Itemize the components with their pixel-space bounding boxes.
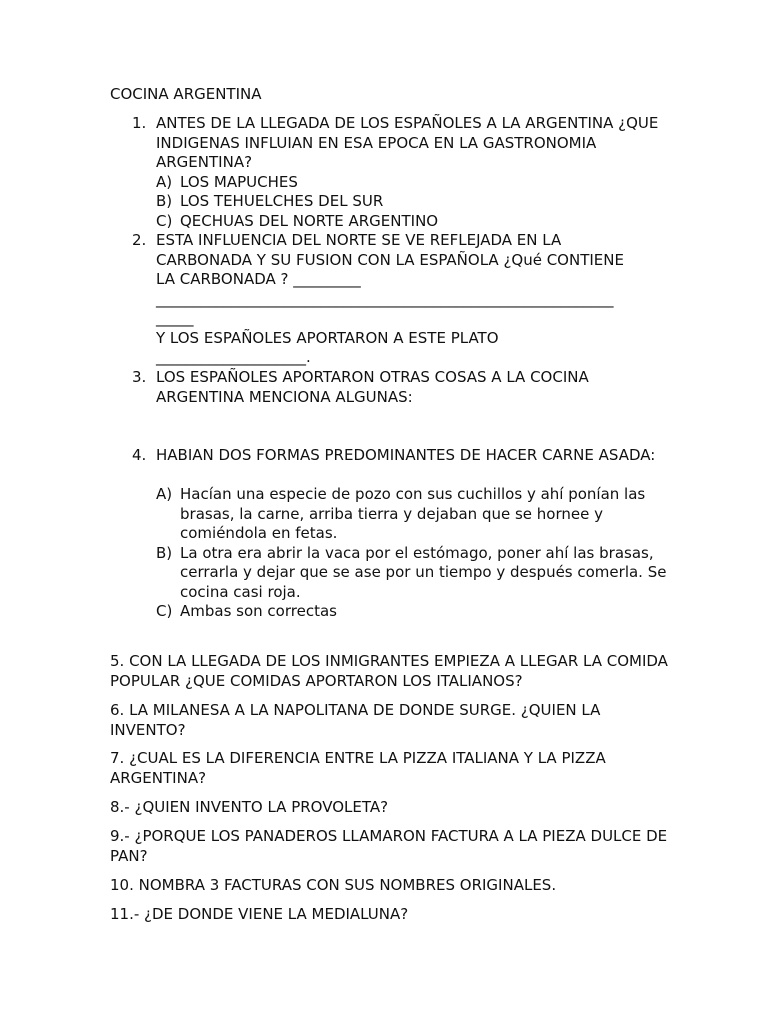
question-4 xyxy=(110,446,670,622)
option-letter: B) xyxy=(156,192,173,210)
question-text-line: ESTA INFLUENCIA DEL NORTE SE VE REFLEJADA EN LA xyxy=(156,231,562,249)
question-number: 3. xyxy=(132,368,147,386)
option-text: Hacían una especie de pozo con sus cuchillos y ahí ponían las brasas, la carne, arriba tierra y dejaban que se hornee y comiéndola en fetas. xyxy=(180,485,646,542)
question-6: 6. LA MILANESA A LA NAPOLITANA DE DONDE SURGE. ¿QUIEN LA INVENTO? xyxy=(110,701,601,739)
document-title: COCINA ARGENTINA xyxy=(110,85,262,103)
question-8: 8.- ¿QUIEN INVENTO LA PROVOLETA? xyxy=(110,798,389,816)
answer-line: _____ xyxy=(156,309,194,327)
option-letter: A) xyxy=(156,485,173,503)
option-letter: B) xyxy=(156,543,173,562)
question-9: 9.- ¿PORQUE LOS PANADEROS LLAMARON FACTURA A LA PIEZA DULCE DE PAN? xyxy=(110,827,668,865)
option-c xyxy=(156,602,670,622)
question-text-line: Y LOS ESPAÑOLES APORTARON A ESTE PLATO xyxy=(156,328,499,347)
answer-line: _____________________________________________________________ xyxy=(156,289,614,308)
question-text: HABIAN DOS FORMAS PREDOMINANTES DE HACER CARNE ASADA: xyxy=(156,446,656,464)
option-letter: C) xyxy=(156,602,173,620)
option-text: LOS TEHUELCHES DEL SUR xyxy=(180,192,384,210)
answer-line: ____________________. xyxy=(156,348,311,366)
option-a xyxy=(156,173,670,193)
question-text: ANTES DE LA LLEGADA DE LOS ESPAÑOLES A LA ARGENTINA ¿QUE INDIGENAS INFLUIAN EN ESA EPOCA EN LA GASTRONOMIA ARGENTINA? xyxy=(156,114,659,171)
option-c xyxy=(156,212,670,232)
option-text: La otra era abrir la vaca por el estómago, poner ahí las brasas, cerrarla y dejar que se ase por un tiempo y después comerla. Se cocina casi roja. xyxy=(180,543,667,601)
question-2 xyxy=(110,231,670,368)
question-10: 10. NOMBRA 3 FACTURAS CON SUS NOMBRES ORIGINALES. xyxy=(110,876,557,894)
question-5: 5. CON LA LLEGADA DE LOS INMIGRANTES EMPIEZA A LLEGAR LA COMIDA POPULAR ¿QUE COMIDAS APORTARON LOS ITALIANOS? xyxy=(110,652,668,690)
question-11: 11.- ¿DE DONDE VIENE LA MEDIALUNA? xyxy=(110,905,409,923)
question-7: 7. ¿CUAL ES LA DIFERENCIA ENTRE LA PIZZA ITALIANA Y LA PIZZA ARGENTINA? xyxy=(110,749,606,787)
answer-line: LA CARBONADA ? _________ xyxy=(156,270,361,288)
option-text: LOS MAPUCHES xyxy=(180,172,298,191)
question-1 xyxy=(110,114,670,231)
question-3 xyxy=(110,368,670,407)
question-number: 2. xyxy=(132,231,147,249)
question-text: LOS ESPAÑOLES APORTARON OTRAS COSAS A LA COCINA ARGENTINA MENCIONA ALGUNAS: xyxy=(156,368,589,406)
option-a xyxy=(156,485,670,544)
question-number: 4. xyxy=(132,446,147,464)
option-text: QECHUAS DEL NORTE ARGENTINO xyxy=(180,211,439,230)
question-number: 1. xyxy=(132,114,147,132)
option-b xyxy=(156,544,670,603)
option-letter: A) xyxy=(156,172,173,191)
option-b xyxy=(156,192,670,212)
option-text: Ambas son correctas xyxy=(180,602,337,620)
question-text-line: CARBONADA Y SU FUSION CON LA ESPAÑOLA ¿Qué CONTIENE xyxy=(156,250,624,269)
option-letter: C) xyxy=(156,211,173,230)
